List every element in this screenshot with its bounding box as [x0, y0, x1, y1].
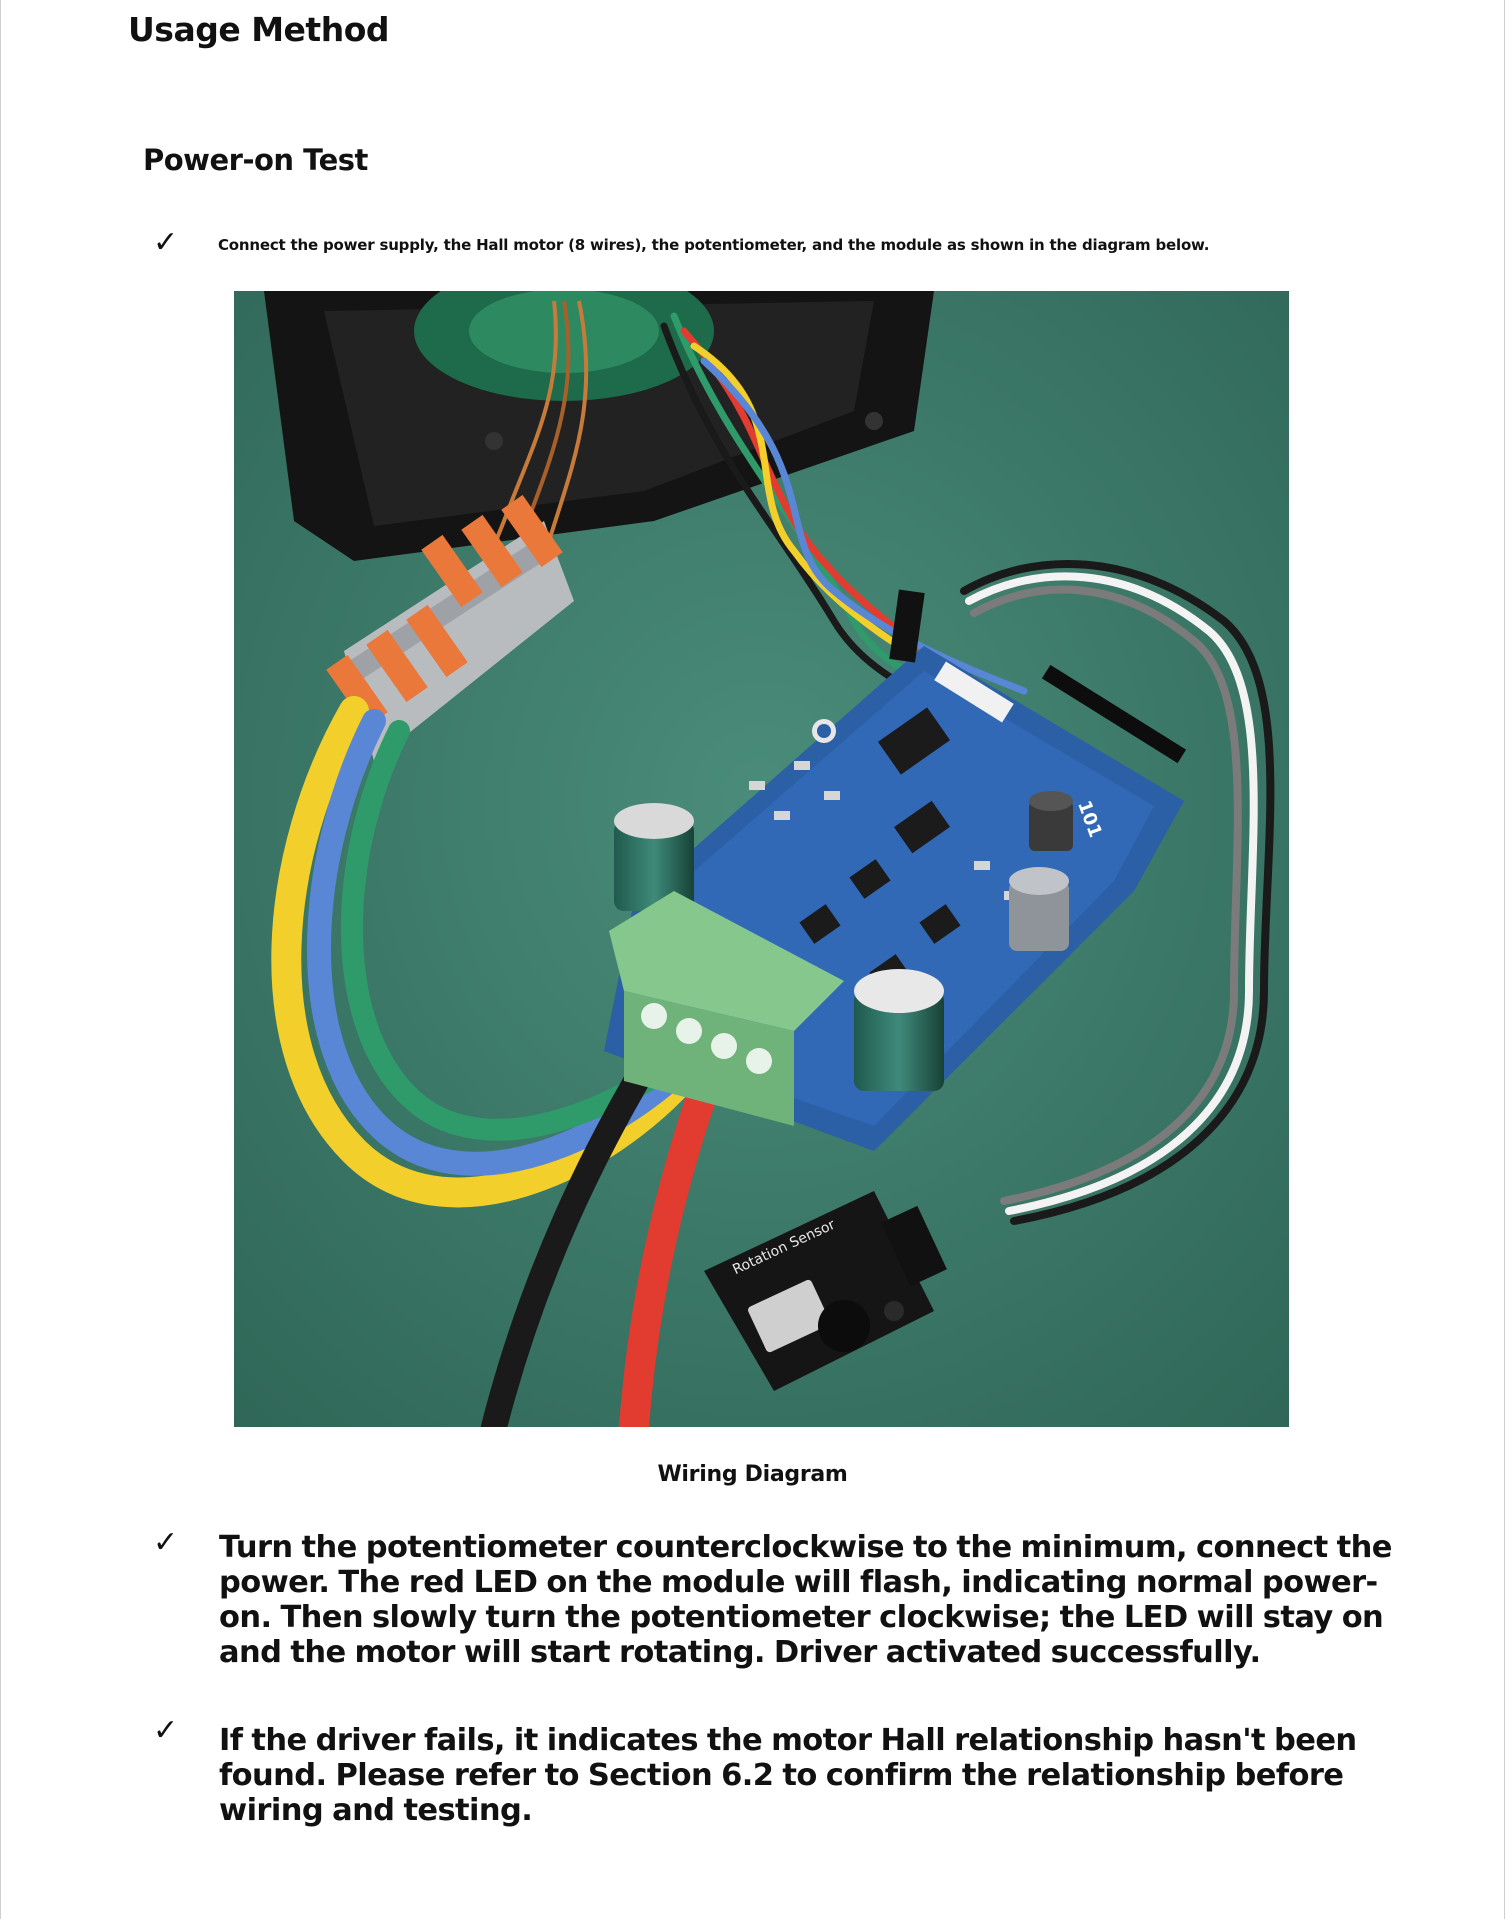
bullet-power-on-steps: Turn the potentiometer counterclockwise to the minimum, connect the power. The red LED on the module will flash, indicating normal power-on. Then slowly turn the potentiometer clockwise; the LED will stay on and the motor will start rotating. Driver activated successfully.	[219, 1530, 1392, 1670]
bullet-connect-wiring: Connect the power supply, the Hall motor (8 wires), the potentiometer, and the module as shown in the diagram below.	[218, 236, 1210, 254]
wiring-photo	[234, 291, 1289, 1427]
check-icon: ✓	[153, 225, 179, 260]
sensor-label: Rotation Sensor	[730, 1216, 838, 1279]
section-title: Usage Method	[128, 10, 389, 49]
check-icon: ✓	[153, 1525, 179, 1560]
board-mark-101: 101	[1073, 797, 1106, 841]
check-icon: ✓	[153, 1713, 179, 1748]
bullet-driver-failure: If the driver fails, it indicates the motor Hall relationship hasn't been found. Please refer to Section 6.2 to confirm the relationship before wiring and testing.	[219, 1723, 1357, 1828]
figure-caption: Wiring Diagram	[657, 1462, 848, 1487]
wiring-photo-illustration	[234, 291, 1289, 1427]
subsection-title: Power-on Test	[143, 143, 368, 177]
